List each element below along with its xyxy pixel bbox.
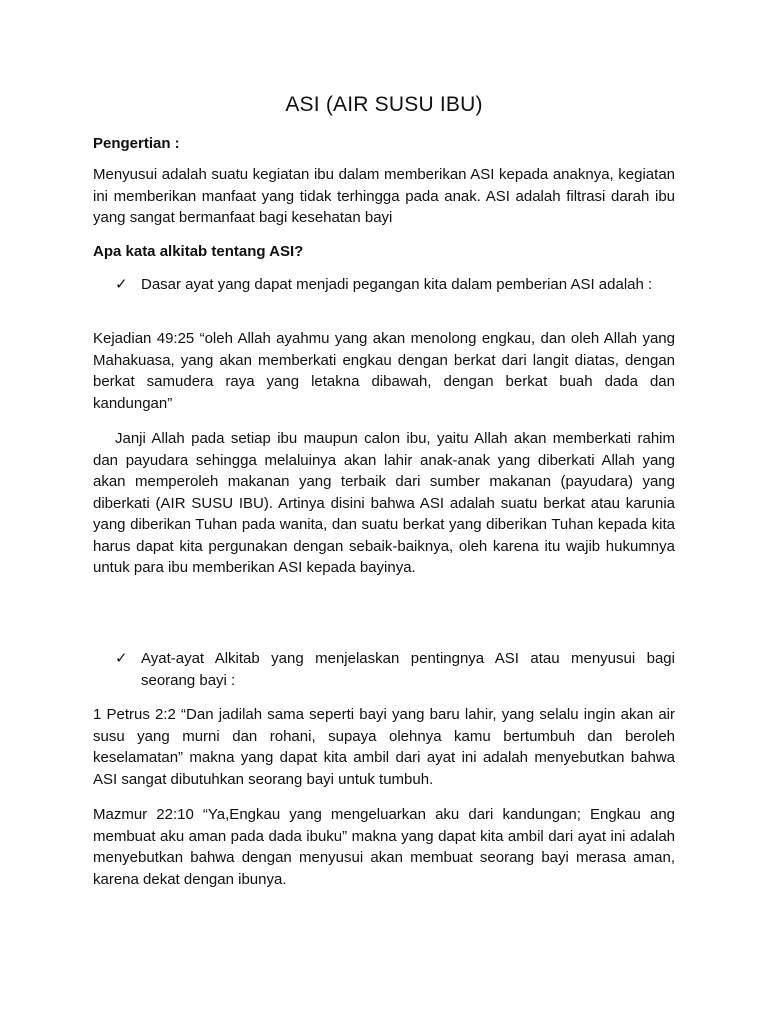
document-title: ASI (AIR SUSU IBU) [285, 93, 483, 116]
alkitab-heading: Apa kata alkitab tentang ASI? [93, 243, 304, 260]
checklist-item-ayat-ayat [115, 648, 675, 691]
mazmur-paragraph: Mazmur 22:10 “Ya,Engkau yang mengeluarkan aku dari kandungan; Engkau ang membuat aku aman pada dada ibuku” makna yang dapat kita ambil dari ayat ini adalah menyebutkan bahwa dengan menyusui akan membuat seorang bayi merasa aman, karena dekat dengan ibunya. [93, 806, 675, 888]
checklist-item-label: Ayat-ayat Alkitab yang menjelaskan pentingnya ASI atau menyusui bagi seorang bayi : [141, 650, 675, 689]
janji-allah-paragraph: Janji Allah pada setiap ibu maupun calon ibu, yaitu Allah akan memberkati rahim dan payudara sehingga melaluinya akan lahir anak-anak yang diberkati Allah yang akan memperoleh makanan yang terbaik dari sumber makanan (payudara) yang diberkati (AIR SUSU IBU). Artinya disini bahwa ASI adalah suatu berkat atau karunia yang diberikan Tuhan pada wanita, dan suatu berkat yang diberikan Tuhan kepada kita harus dapat kita pergunakan dengan sebaik-baiknya, oleh karena itu wajib hukumnya untuk para ibu memberikan ASI kepada bayinya. [93, 430, 675, 576]
checklist-item-dasar-ayat [115, 274, 675, 296]
checkmark-icon: ✓ [115, 650, 128, 667]
checkmark-icon: ✓ [115, 276, 128, 293]
pengertian-paragraph: Menyusui adalah suatu kegiatan ibu dalam memberikan ASI kepada anaknya, kegiatan ini memberikan manfaat yang tidak terhingga pada anak. ASI adalah filtrasi darah ibu yang sangat bermanfaat bagi kesehatan bayi [93, 166, 675, 226]
pengertian-heading: Pengertian : [93, 135, 180, 152]
checklist-item-label: Dasar ayat yang dapat menjadi pegangan kita dalam pemberian ASI adalah : [141, 276, 653, 293]
kejadian-paragraph: Kejadian 49:25 “oleh Allah ayahmu yang akan menolong engkau, dan oleh Allah yang Mahakuasa, yang akan memberkati engkau dengan berkat dari langit diatas, dengan berkat samudera raya yang letakna dibawah, dengan berkat buah dada dan kandungan” [93, 330, 675, 412]
petrus-paragraph: 1 Petrus 2:2 “Dan jadilah sama seperti bayi yang baru lahir, yang selalu ingin akan air susu yang murni dan rohani, supaya olehnya kamu bertumbuh dan beroleh keselamatan” makna yang dapat kita ambil dari ayat ini adalah menyebutkan bahwa ASI sangat dibutuhkan seorang bayi untuk tumbuh. [93, 706, 675, 788]
